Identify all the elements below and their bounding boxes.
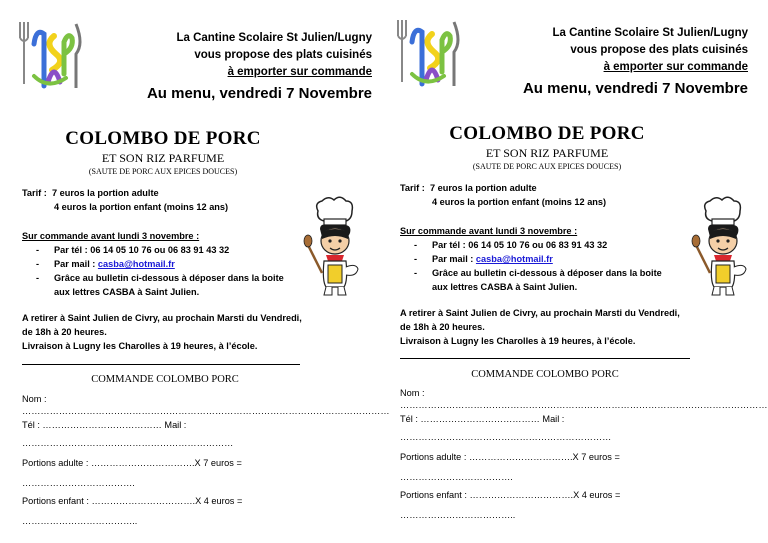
chef-mascot-icon	[688, 195, 754, 304]
flyer-right	[384, 0, 768, 543]
order-info	[400, 224, 680, 294]
tarif-adult: 7 euros la portion adulte	[51, 188, 159, 198]
header-line-3: à emporter sur commande	[227, 66, 372, 78]
pickup-info	[400, 306, 690, 348]
tarif-child: 4 euros la portion enfant (moins 12 ans)	[432, 197, 607, 207]
menu-date: Au menu, vendredi 7 Novembre	[522, 80, 748, 97]
order-bulletin: - Grâce au bulletin ci-dessous à déposer dans la boite aux lettres CASBA à Saint Julien.	[400, 266, 680, 294]
header-line-1: La Cantine Scolaire St Julien/Lugny	[552, 27, 748, 39]
dish-subtitle: ET SON RIZ PARFUME	[485, 146, 609, 160]
pickup-line-1: A retirer à Saint Julien de Civry, au prochain Marsti du Vendredi,	[22, 313, 302, 323]
header	[523, 25, 748, 97]
form-mail-field[interactable]: ……………………………………………………………	[22, 438, 234, 448]
dish-title: COLOMBO DE PORC	[449, 123, 645, 144]
header-line-2: vous propose des plats cuisinés	[194, 49, 372, 61]
form-child-total[interactable]: ………………………………..	[22, 516, 138, 526]
form-tel-field[interactable]: Tél : ………………………………… Mail :	[400, 414, 565, 424]
header-line-1: La Cantine Scolaire St Julien/Lugny	[176, 32, 372, 44]
tarif-label: Tarif :	[400, 183, 425, 193]
order-mail-label: Par mail :	[432, 254, 476, 264]
form-nom-field[interactable]: …………………………………………………………………………………………………………	[22, 406, 390, 416]
order-bulletin: - Grâce au bulletin ci-dessous à déposer dans la boite aux lettres CASBA à Saint Julien.	[22, 271, 302, 299]
order-mail-label: Par mail :	[54, 259, 98, 269]
dish-subtitle: ET SON RIZ PARFUME	[101, 151, 225, 165]
cutlery-logo-icon	[392, 12, 464, 92]
dish	[440, 123, 654, 171]
dish	[60, 128, 266, 176]
header-line-3: à emporter sur commande	[603, 61, 748, 73]
pickup-line-2: de 18h à 20 heures.	[22, 327, 107, 337]
order-info	[22, 229, 302, 299]
order-deadline: Sur commande avant lundi 3 novembre :	[400, 226, 578, 236]
form-adult-total[interactable]: ……………………………….	[400, 472, 513, 482]
dish-title: COLOMBO DE PORC	[65, 128, 261, 149]
pickup-line-3: Livraison à Lugny les Charolles à 19 heures, à l’école.	[22, 341, 258, 351]
order-form	[400, 384, 768, 534]
order-phone: - Par tél : 06 14 05 10 76 ou 06 83 91 43 32	[22, 243, 302, 257]
header-line-2: vous propose des plats cuisinés	[570, 44, 748, 56]
tarif-child: 4 euros la portion enfant (moins 12 ans)	[54, 202, 229, 212]
cutlery-logo-icon	[14, 14, 86, 94]
form-nom-field[interactable]: …………………………………………………………………………………………………………	[400, 400, 768, 410]
form-child-field[interactable]: Portions enfant : …………………………….X 4 euros =	[400, 490, 621, 500]
tarif	[22, 186, 312, 214]
form-nom-label: Nom :	[22, 394, 47, 404]
form-child-field[interactable]: Portions enfant : …………………………….X 4 euros =	[22, 496, 243, 506]
form-adult-field[interactable]: Portions adulte : …………………………….X 7 euros =	[400, 452, 620, 462]
dish-note: (SAUTE DE PORC AUX EPICES DOUCES)	[88, 167, 238, 176]
order-mail-item	[22, 257, 302, 271]
form-title: COMMANDE COLOMBO PORC	[91, 374, 239, 385]
order-mail-item	[400, 252, 680, 266]
chef-mascot-icon	[300, 195, 366, 304]
mail-link[interactable]: casba@hotmail.fr	[475, 254, 553, 264]
mail-link[interactable]: casba@hotmail.fr	[97, 259, 175, 269]
divider	[400, 358, 690, 359]
header	[147, 30, 372, 102]
form-nom-label: Nom :	[400, 388, 425, 398]
order-phone: - Par tél : 06 14 05 10 76 ou 06 83 91 43 32	[400, 238, 680, 252]
pickup-line-3: Livraison à Lugny les Charolles à 19 heures, à l’école.	[400, 336, 636, 346]
order-deadline: Sur commande avant lundi 3 novembre :	[22, 231, 200, 241]
tarif	[400, 181, 690, 209]
menu-date: Au menu, vendredi 7 Novembre	[146, 85, 372, 102]
form-mail-field[interactable]: ……………………………………………………………	[400, 432, 612, 442]
pickup-info	[22, 311, 312, 353]
divider	[22, 364, 300, 365]
form-child-total[interactable]: ………………………………..	[400, 510, 516, 520]
form-tel-field[interactable]: Tél : ………………………………… Mail :	[22, 420, 187, 430]
tarif-label: Tarif :	[22, 188, 47, 198]
form-adult-field[interactable]: Portions adulte : …………………………….X 7 euros =	[22, 458, 242, 468]
order-form	[22, 390, 390, 540]
dish-note: (SAUTE DE PORC AUX EPICES DOUCES)	[472, 162, 622, 171]
form-adult-total[interactable]: ……………………………….	[22, 478, 135, 488]
pickup-line-2: de 18h à 20 heures.	[400, 322, 485, 332]
pickup-line-1: A retirer à Saint Julien de Civry, au prochain Marsti du Vendredi,	[400, 308, 680, 318]
tarif-adult: 7 euros la portion adulte	[429, 183, 537, 193]
form-title: COMMANDE COLOMBO PORC	[471, 369, 619, 380]
